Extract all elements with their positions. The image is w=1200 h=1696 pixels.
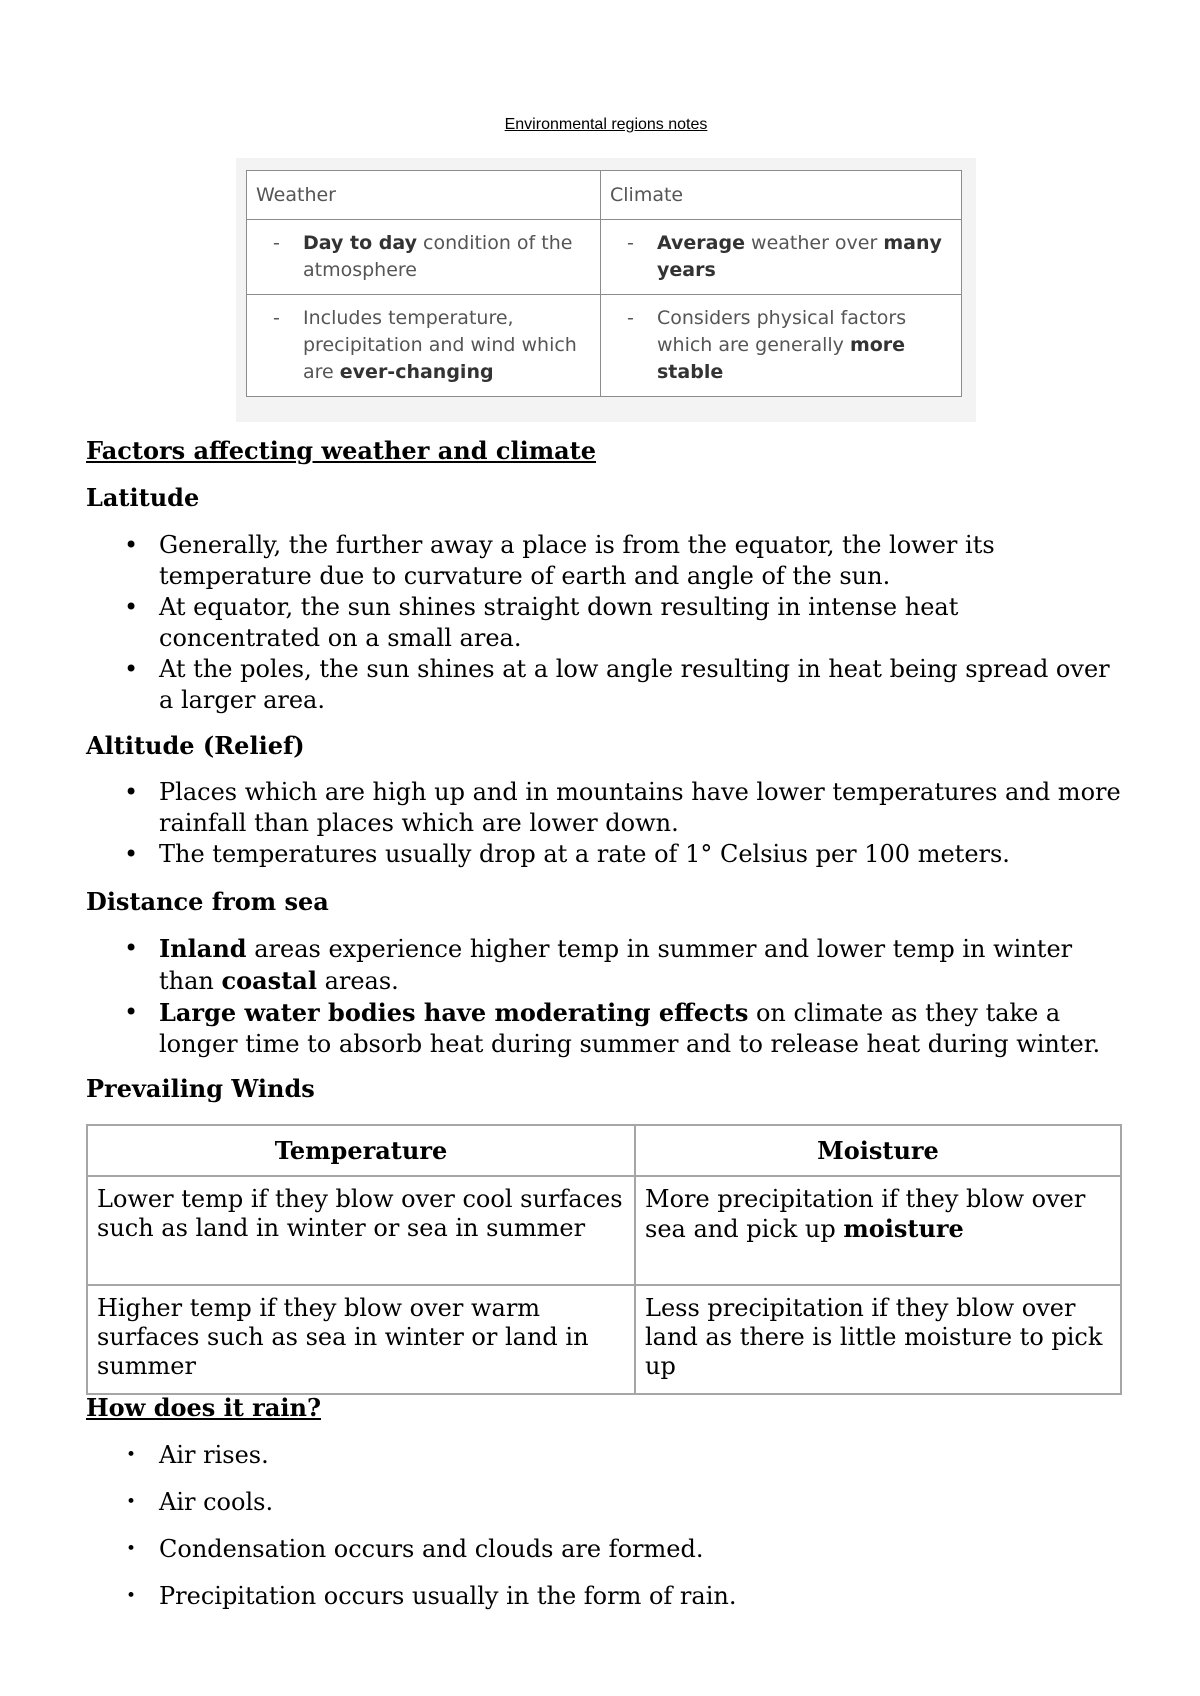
- bullet-icon: •: [126, 1586, 137, 1606]
- list-item-text: At equator, the sun shines straight down resulting in intense heat concentrated on a small area.: [159, 593, 959, 652]
- temperature-header: Temperature: [87, 1125, 635, 1176]
- list-item-text: Places which are high up and in mountains have lower temperatures and more rainfall than places which are lower down.: [159, 778, 1121, 837]
- distance-list: [86, 933, 1126, 1060]
- bullet-icon: •: [124, 531, 139, 559]
- bold-text: ever-changing: [339, 361, 494, 383]
- list-item: [86, 933, 1126, 997]
- climate-cell-2: [601, 295, 962, 397]
- rain-heading: How does it rain?: [86, 1393, 322, 1422]
- bullet-icon: •: [126, 1492, 137, 1512]
- list-item-text: The temperatures usually drop at a rate of 1° Celsius per 100 meters.: [159, 840, 1010, 868]
- latitude-heading: Latitude: [86, 483, 200, 512]
- list-item: [86, 1581, 1126, 1612]
- list-item: [86, 530, 1126, 592]
- weather-climate-table-image: [236, 158, 976, 422]
- bold-text: coastal: [221, 966, 317, 995]
- bullet-icon: •: [124, 593, 139, 621]
- altitude-heading: Altitude (Relief): [86, 731, 305, 760]
- table-row: [87, 1285, 1121, 1394]
- list-item-text: on climate as they take a longer time to absorb heat during summer and to release heat during winter.: [159, 999, 1101, 1058]
- weather-cell-1: [247, 220, 601, 295]
- prevailing-winds-table: [86, 1124, 1122, 1395]
- table-cell: Higher temp if they blow over warm surfaces such as sea in winter or land in summer: [87, 1285, 635, 1394]
- table-cell: [635, 1176, 1121, 1285]
- list-item: [86, 777, 1126, 839]
- weather-climate-table: [246, 170, 962, 397]
- cell-text: Includes temperature, precipitation and wind which are: [303, 307, 577, 383]
- rain-list: [86, 1440, 1126, 1628]
- bold-text: more stable: [657, 334, 906, 383]
- bold-text: many years: [657, 232, 942, 281]
- cell-text: More precipitation if they blow over sea and pick up: [645, 1185, 1086, 1243]
- list-item-text: Air cools.: [159, 1488, 274, 1516]
- altitude-list: [86, 777, 1126, 870]
- table-cell: Less precipitation if they blow over land as there is little moisture to pick up: [635, 1285, 1121, 1394]
- latitude-list: [86, 530, 1126, 716]
- weather-cell-2: [247, 295, 601, 397]
- list-item: [86, 1534, 1126, 1565]
- list-item: [86, 1440, 1126, 1471]
- bullet-icon: •: [124, 998, 139, 1026]
- list-item: [86, 997, 1126, 1060]
- list-item-text: areas experience higher temp in summer and lower temp in winter than: [159, 935, 1073, 995]
- distance-heading: Distance from sea: [86, 887, 329, 916]
- cell-text: Considers physical factors which are generally: [657, 307, 907, 356]
- bold-text: Inland: [159, 934, 247, 963]
- list-item-text: Generally, the further away a place is from the equator, the lower its temperature due to curvature of earth and angle of the sun.: [159, 531, 995, 590]
- list-item: [86, 654, 1126, 716]
- factors-heading: Factors affecting weather and climate: [86, 436, 596, 465]
- dash-marker: -: [273, 307, 280, 329]
- list-item-text: areas.: [316, 967, 399, 995]
- cell-text: weather over: [744, 232, 884, 254]
- list-item: [86, 839, 1126, 870]
- bold-text: moisture: [843, 1214, 964, 1243]
- table-cell: Lower temp if they blow over cool surfaces such as land in winter or sea in summer: [87, 1176, 635, 1285]
- bold-text: Day to day: [303, 232, 417, 254]
- climate-cell-1: [601, 220, 962, 295]
- cell-text: condition of the atmosphere: [303, 232, 573, 281]
- document-title: Environmental regions notes: [504, 116, 708, 133]
- bullet-icon: •: [126, 1539, 137, 1559]
- weather-header: Weather: [247, 171, 601, 220]
- list-item-text: Condensation occurs and clouds are formed.: [159, 1535, 704, 1563]
- moisture-header: Moisture: [635, 1125, 1121, 1176]
- bullet-icon: •: [124, 778, 139, 806]
- list-item: [86, 1487, 1126, 1518]
- list-item-text: Air rises.: [159, 1441, 269, 1469]
- dash-marker: -: [627, 232, 634, 254]
- bullet-icon: •: [126, 1445, 137, 1465]
- list-item-text: At the poles, the sun shines at a low angle resulting in heat being spread over a larger area.: [159, 655, 1110, 714]
- list-item-text: Precipitation occurs usually in the form of rain.: [159, 1582, 737, 1610]
- bullet-icon: •: [124, 934, 139, 962]
- list-item: [86, 592, 1126, 654]
- table-row: [87, 1176, 1121, 1285]
- bullet-icon: •: [124, 655, 139, 683]
- winds-heading: Prevailing Winds: [86, 1074, 315, 1103]
- climate-header: Climate: [601, 171, 962, 220]
- bold-text: Average: [657, 232, 745, 254]
- bullet-icon: •: [124, 840, 139, 868]
- dash-marker: -: [273, 232, 280, 254]
- dash-marker: -: [627, 307, 634, 329]
- bold-text: Large water bodies have moderating effects: [159, 998, 749, 1027]
